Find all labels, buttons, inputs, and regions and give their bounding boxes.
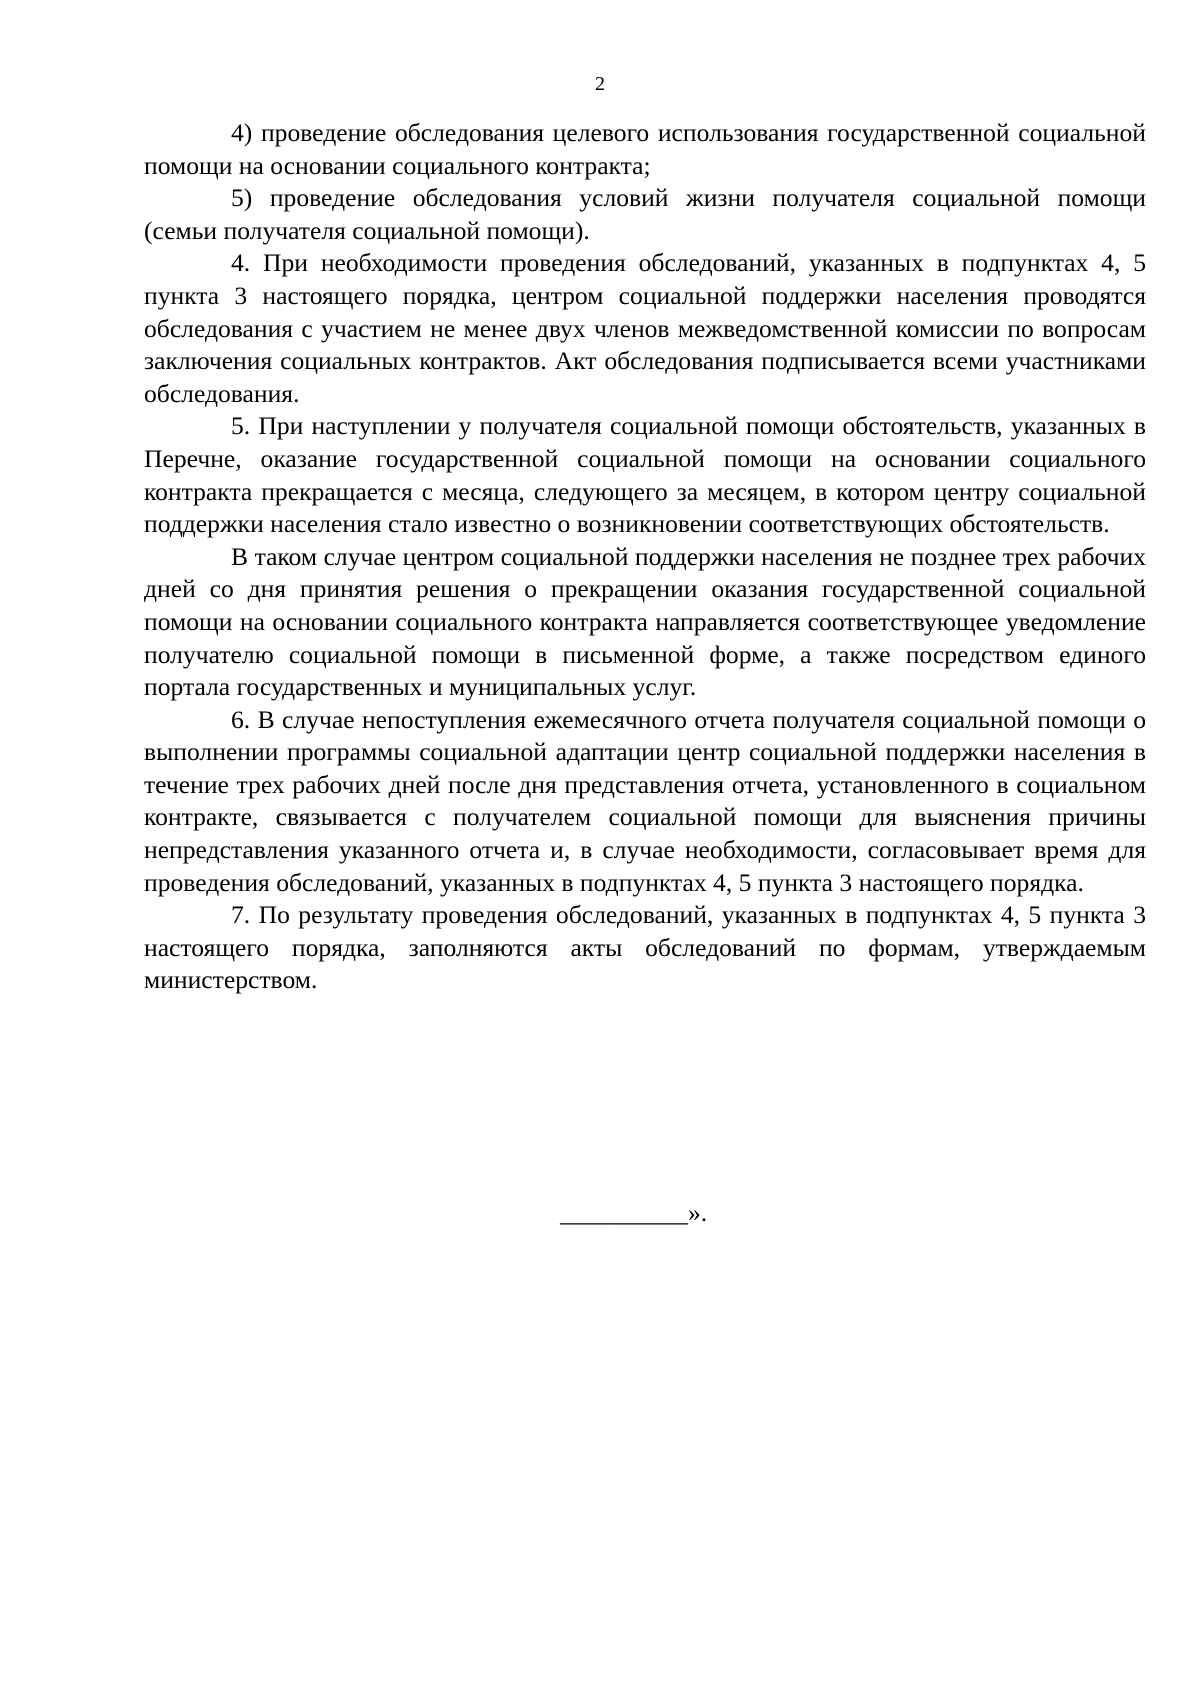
paragraph-subitem-5: 5) проведение обследования условий жизни получателя социальной помощи (семьи получателя социальной помощи). (144, 183, 1146, 245)
paragraph-item-7: 7. По результату проведения обследований, указанных в подпунктах 4, 5 пункта 3 настоящего порядка, заполняются акты обследований по формам, утверждаемым министерством. (144, 900, 1146, 995)
paragraph-item-4: 4. При необходимости проведения обследований, указанных в подпунктах 4, 5 пункта 3 настоящего порядка, центром социальной поддержки населения проводятся обследования с участием не менее двух членов межведомственной комиссии по вопросам заключения социальных контрактов. Акт обследования подписывается всеми участниками обследования. (144, 248, 1146, 408)
page-number: 2 (595, 73, 605, 95)
paragraph-item-6: 6. В случае непоступления ежемесячного отчета получателя социальной помощи о выполнении программы социальной адаптации центр социальной поддержки населения в течение трех рабочих дней после дня представления отчета, установленного в социальном контракте, связывается с получателем социальной помощи для выяснения причины непредставления указанного отчета и, в случае необходимости, согласовывает время для проведения обследований, указанных в подпунктах 4, 5 пункта 3 настоящего порядка. (144, 704, 1146, 897)
document-body (144, 117, 1146, 997)
paragraph-subitem-4: 4) проведение обследования целевого использования государственной социальной помощи на основании социального контракта; (144, 118, 1146, 180)
paragraph-item-5-continued: В таком случае центром социальной поддержки населения не позднее трех рабочих дней со дня принятия решения о прекращении оказания государственной социальной помощи на основании социального контракта направляется соответствующее уведомление получателю социальной помощи в письменной форме, а также посредством единого портала государственных и муниципальных услуг. (144, 541, 1146, 702)
paragraph-item-5: 5. При наступлении у получателя социальной помощи обстоятельств, указанных в Перечне, оказание государственной социальной помощи на основании социального контракта прекращается с месяца, следующего за месяцем, в котором центру социальной поддержки населения стало известно о возникновении соответствующих обстоятельств. (144, 411, 1146, 539)
closing-mark: __________». (560, 1198, 708, 1227)
